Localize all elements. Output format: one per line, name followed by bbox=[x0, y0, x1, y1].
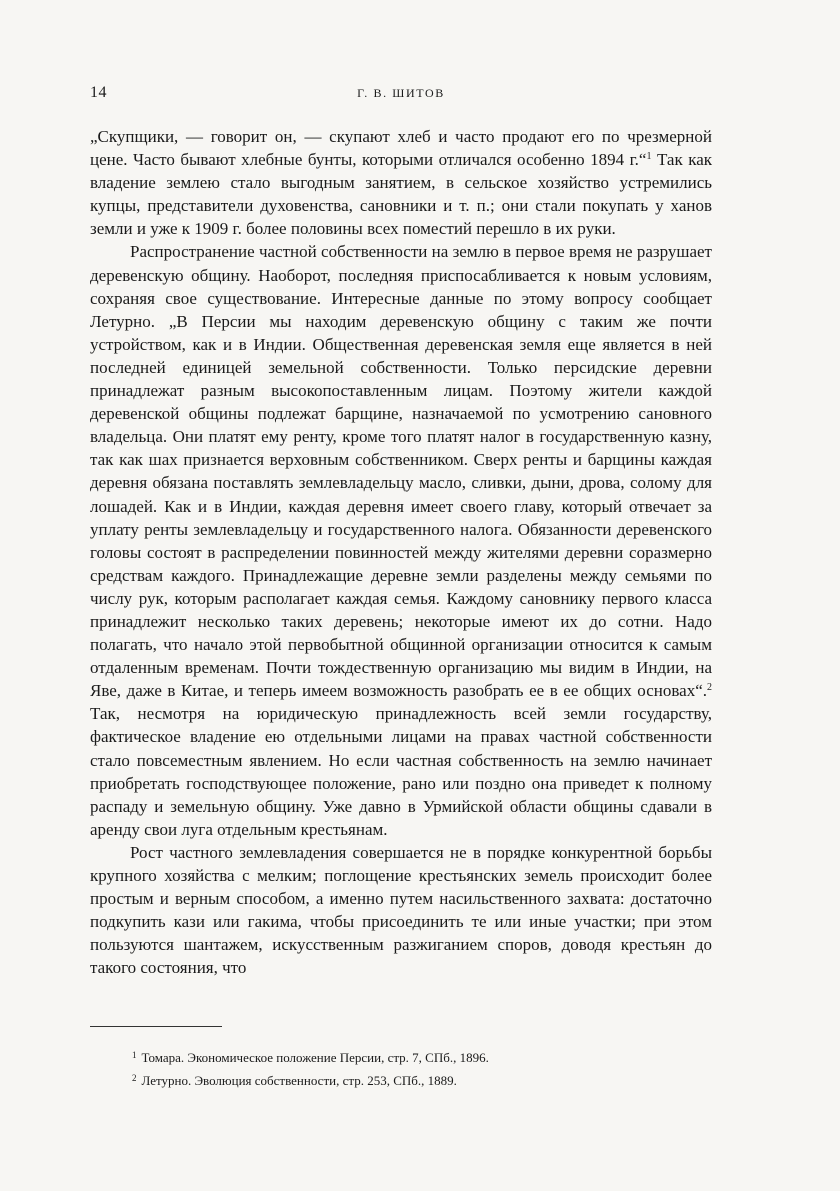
paragraph-2 bbox=[90, 240, 712, 840]
footnote-number: 2 bbox=[132, 1073, 137, 1083]
text-run: Распространение частной собственности на землю в первое время не разрушает деревенскую общину. Наоборот, последняя приспосабливается к новым условиям, сохраняя свое существование. Интересные данные по этому вопросу сообщает Летурно. „В Персии мы находим деревенскую общину с таким же почти устройством, как и в Индии. Общественная деревенская земля еще является в ней последней единицей земельной собственности. Только персидские деревни принадлежат разным высокопоставленным лицам. Поэтому жители каждой деревенской общины подлежат барщине, назначаемой по усмотрению сановного владельца. Они платят ему ренту, кроме того платят налог в государственную казну, так как шах признается верховным собственником. Сверх ренты и барщины каждая деревня обязана поставлять землевладельцу масло, сливки, дыни, дрова, солому для лошадей. Как и в Индии, каждая деревня имеет своего главу, который отвечает за уплату ренты землевладельцу и государственного налога. Обязанности деревенского головы состоят в распределении повинностей между жителями деревни соразмерно средствам каждого. Принадлежащие деревне земли разделены между семьями по числу рук, которым располагает каждая семья. Каждому сановнику первого класса принадлежит несколько таких деревень; некоторые имеют их до сотни. Надо полагать, что начало этой первобытной общинной организации относится к самым отдаленным временам. Почти тождественную организацию мы видим в Индии, на Яве, даже в Китае, и теперь имеем возможность разобрать ее в ее общих основах“. bbox=[90, 242, 712, 701]
footnote-2 bbox=[132, 1068, 692, 1091]
text-run: „Скупщики, — говорит он, — скупают хлеб и часто продают его по чрезмерной цене. Часто бывают хлебные бунты, которыми отличался особенно 1894 г.“ bbox=[90, 127, 712, 170]
footnote-ref-1: 1 bbox=[646, 151, 652, 163]
page-number: 14 bbox=[90, 84, 107, 101]
paragraph-1 bbox=[90, 125, 712, 240]
running-title: Г. В. ШИТОВ bbox=[357, 86, 445, 100]
footnote-text: Летурно. Эволюция собственности, стр. 253, СПб., 1889. bbox=[141, 1073, 457, 1088]
footnote-ref-2: 2 bbox=[707, 682, 712, 694]
text-run: Так, несмотря на юридическую принадлежность всей земли государству, фактическое владение ею отдельными лицами на правах частной собственности стало повсеместным явлением. Но если частная собственность на землю начинает приобретать господствующее положение, рано или поздно она приведет к полному распаду и земельную общину. Уже давно в Урмийской области общины сдавали в аренду свои луга отдельным крестьянам. bbox=[90, 704, 712, 839]
footnote-1 bbox=[132, 1045, 692, 1068]
text-run: Рост частного землевладения совершается не в порядке конкурентной борьбы крупного хозяйства с мелким; поглощение крестьянских земель происходит более простым и верным способом, а именно путем насильственного захвата: достаточно подкупить кази или гакима, чтобы присоединить те или иные участки; при этом пользуются шантажем, искусственным разжиганием споров, доводя крестьян до такого состояния, что bbox=[90, 842, 712, 978]
footnote-number: 1 bbox=[132, 1050, 137, 1060]
footnote-text: Томара. Экономическое положение Персии, стр. 7, СПб., 1896. bbox=[141, 1050, 489, 1065]
footnotes bbox=[132, 1045, 692, 1091]
text-run: Так как владение землею стало выгодным занятием, в сельское хозяйство устремились купцы, представители духовенства, сановники и т. п.; они стали покупать у ханов земли и уже к 1909 г. более половины всех поместий перешло в их руки. bbox=[90, 150, 712, 239]
running-head bbox=[90, 84, 712, 106]
paragraph-3 bbox=[90, 841, 712, 980]
body-text bbox=[90, 125, 712, 979]
footnote-separator bbox=[90, 1026, 222, 1027]
